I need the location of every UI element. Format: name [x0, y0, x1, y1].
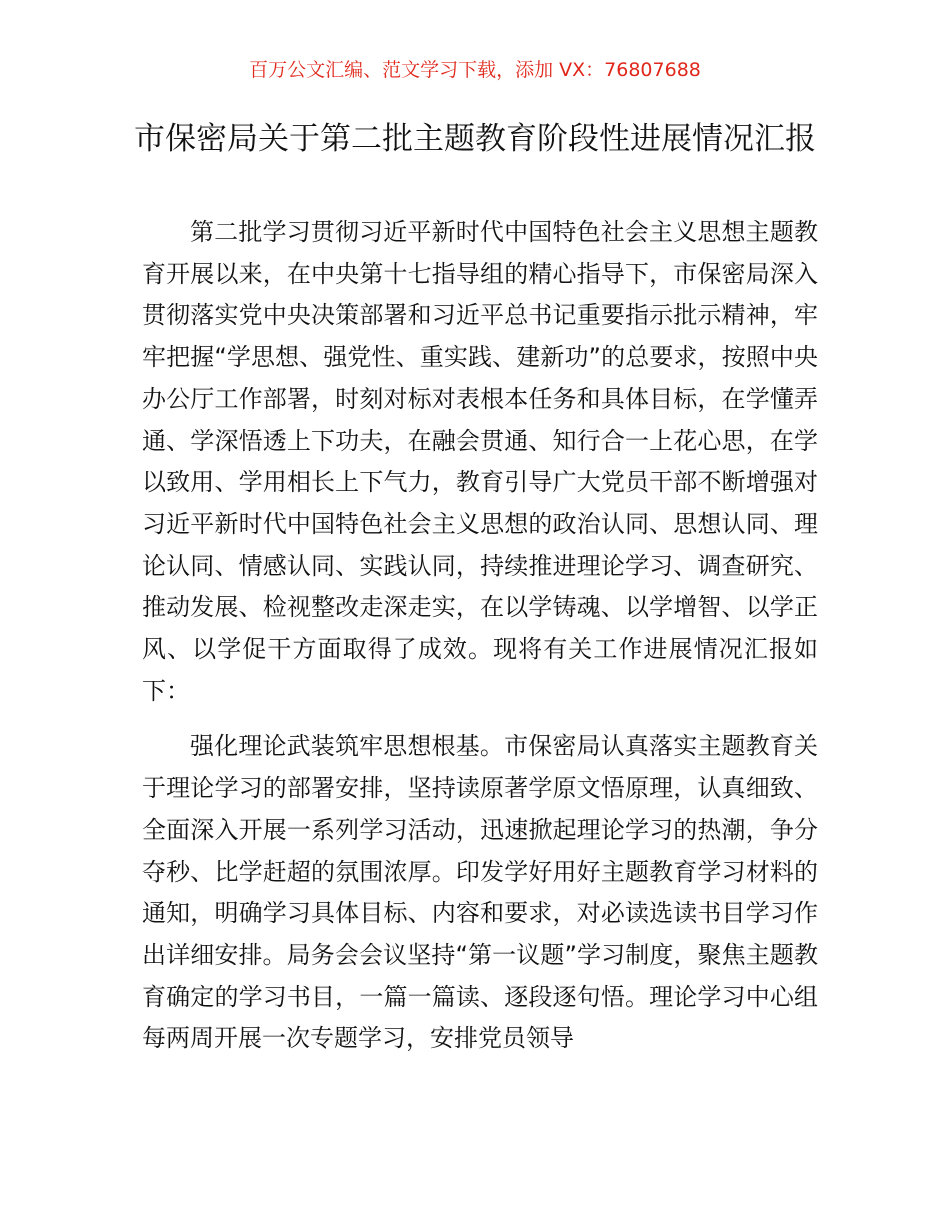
body-paragraph-intro: 第二批学习贯彻习近平新时代中国特色社会主义思想主题教育开展以来，在中央第十七指导组的精心指导下，市保密局深入贯彻落实党中央决策部署和习近平总书记重要指示批示精神，牢牢把握“学思想、强党性、重实践、建新功”的总要求，按照中央办公厅工作部署，时刻对标对表根本任务和具体目标，在学懂弄通、学深悟透上下功夫，在融会贯通、知行合一上花心思，在学以致用、学用相长上下气力，教育引导广大党员干部不断增强对习近平新时代中国特色社会主义思想的政治认同、思想认同、理论认同、情感认同、实践认同，持续推进理论学习、调查研究、推动发展、检视整改走深走实，在以学铸魂、以学增智、以学正风、以学促干方面取得了成效。现将有关工作进展情况汇报如下：: [142, 218, 818, 705]
download-banner: 百万公文汇编、范文学习下载，添加 VX：76807688: [249, 59, 701, 81]
document-body: [142, 212, 818, 1060]
body-paragraph-theory: 强化理论武装筑牢思想根基。市保密局认真落实主题教育关于理论学习的部署安排，坚持读原著学原文悟原理，认真细致、全面深入开展一系列学习活动，迅速掀起理论学习的热潮，争分夺秒、比学赶超的氛围浓厚。印发学好用好主题教育学习材料的通知，明确学习具体目标、内容和要求，对必读选读书目学习作出详细安排。局务会会议坚持“第一议题”学习制度，聚焦主题教育确定的学习书目，一篇一篇读、逐段逐句悟。理论学习中心组每两周开展一次专题学习，安排党员领导: [142, 732, 818, 1053]
document-title: 市保密局关于第二批主题教育阶段性进展情况汇报: [134, 121, 816, 157]
